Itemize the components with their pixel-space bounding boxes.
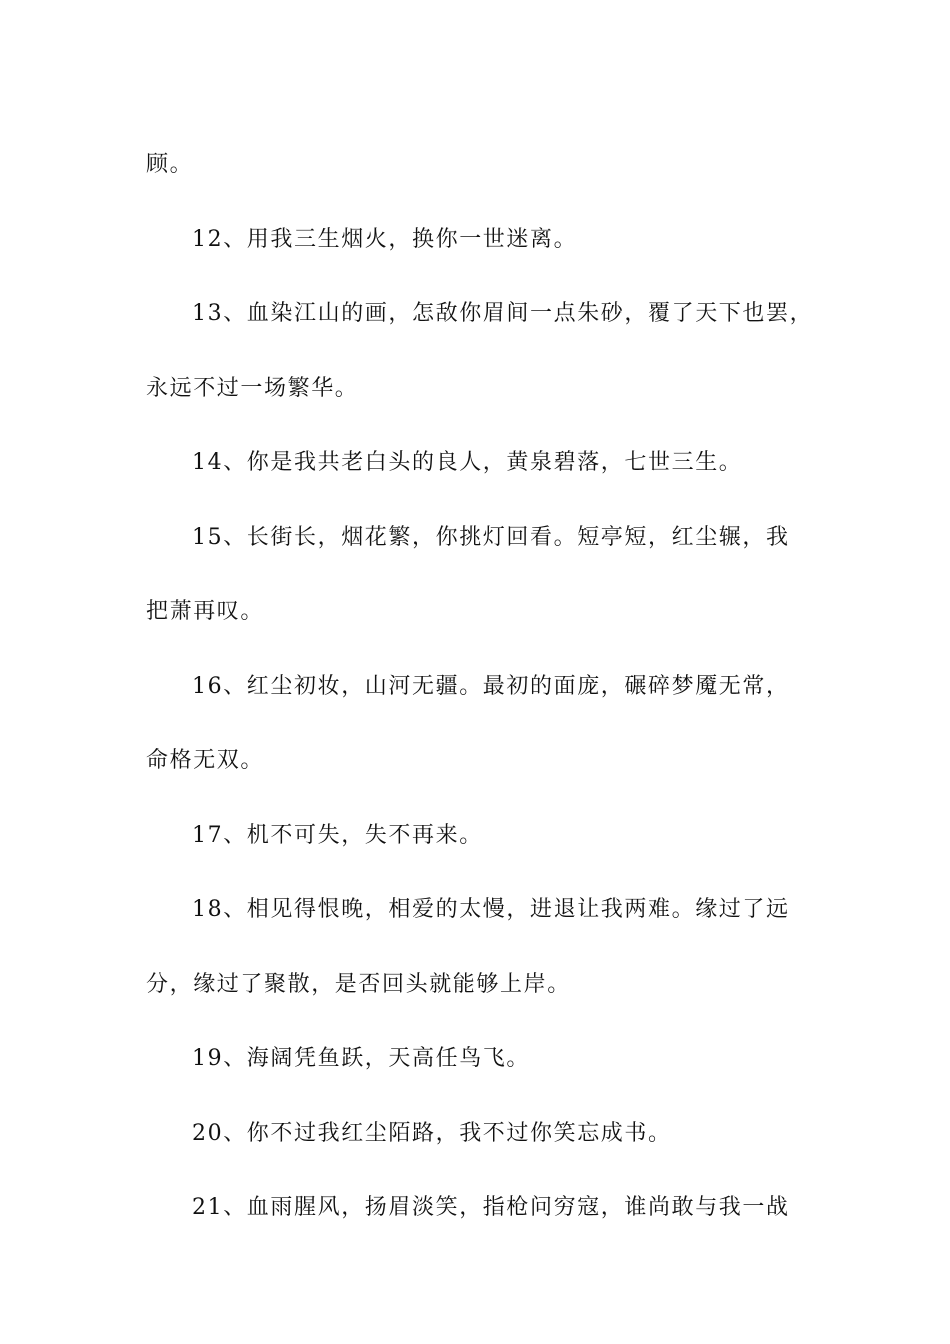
- text-line: 18、相见得恨晚，相爱的太慢，进退让我两难。缘过了远: [192, 897, 790, 922]
- text-line: 把萧再叹。: [146, 599, 265, 624]
- text-line: 15、长街长，烟花繁，你挑灯回看。短亭短，红尘辗，我: [192, 524, 790, 550]
- text-line: 分，缘过了聚散，是否回头就能够上岸。: [146, 971, 571, 997]
- text-line: 20、你不过我红尘陌路，我不过你笑忘成书。: [192, 1120, 672, 1146]
- text-line: 21、血雨腥风，扬眉淡笑，指枪问穷寇，谁尚敢与我一战: [192, 1195, 790, 1220]
- text-line: 12、用我三生烟火，换你一世迷离。: [192, 226, 578, 252]
- text-line: 永远不过一场繁华。: [146, 375, 359, 401]
- text-line: 19、海阔凭鱼跃，天高任鸟飞。: [192, 1046, 530, 1071]
- text-line: 顾。: [146, 152, 194, 177]
- text-line: 17、机不可失，失不再来。: [192, 822, 483, 848]
- document-body: [146, 128, 814, 1246]
- text-line: 14、你是我共老白头的良人，黄泉碧落，七世三生。: [192, 450, 743, 475]
- text-line: 16、红尘初妆，山河无疆。最初的面庞，碾碎梦魇无常，: [192, 673, 790, 699]
- text-line: 命格无双。: [146, 748, 265, 773]
- text-line: 13、血染江山的画，怎敌你眉间一点朱砂，覆了天下也罢，: [192, 301, 814, 326]
